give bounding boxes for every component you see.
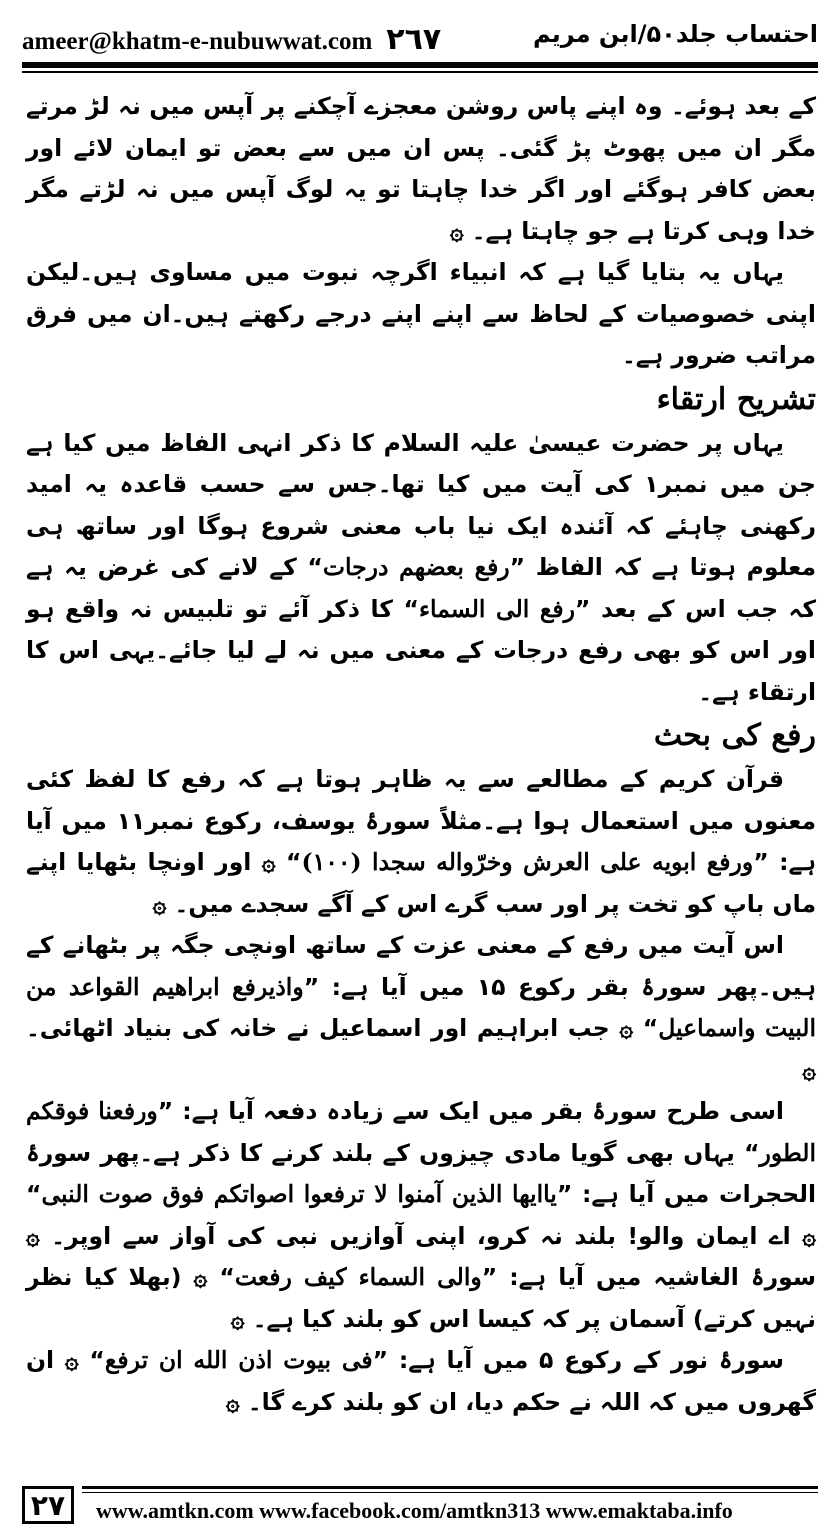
arabic-quote: فی بیوت اذن الله ان ترفع: [104, 1346, 373, 1374]
heading-irtiqa: تشریح ارتقاء: [656, 381, 816, 417]
text: سورۂ الغاشیہ میں آیا ہے:: [509, 1263, 817, 1291]
header-email: ameer@khatm-e-nubuwwat.com: [22, 28, 373, 55]
quote-mark: “: [26, 1180, 42, 1208]
text: کا ذکر آئے تو تلبیس نہ واقع ہو اور اس کو بھی رفع درجات کے معنی میں نہ لے لیا جائے۔یہی اس کا ارتقاء ہے۔: [26, 594, 816, 706]
footer-urls: www.amtkn.com www.facebook.com/amtkn313 www.emaktaba.info: [96, 1498, 733, 1523]
ornament-icon: ۞: [802, 1055, 816, 1084]
ornament-icon: ۞: [449, 216, 464, 245]
text: قرآن کریم کے مطالعے سے یہ ظاہر ہوتا ہے کہ رفع کا لفظ کئی معنوں میں استعمال ہوا ہے۔مثلاً سورۂ یوسف، رکوع نمبر۱۱ میں آیا ہے:: [26, 765, 817, 876]
header-rule-thick: [22, 62, 818, 68]
footer-rule-thin: [82, 1492, 818, 1493]
page-header: [22, 16, 818, 60]
quote-mark: ”: [481, 1263, 498, 1291]
quote-mark: ”: [509, 553, 526, 581]
page-body: [26, 86, 816, 1423]
quote-mark: “: [219, 1263, 235, 1291]
text: اور اونچا بٹھایا اپنے ماں باپ کو تخت پر اور سب گرے اس کے آگے سجدے میں۔: [26, 848, 816, 918]
running-title: احتساب جلد۵۰/ابن مریم: [532, 20, 818, 48]
quote-mark: ”: [372, 1346, 389, 1374]
text: اے ایمان والو! بلند نہ کرو، اپنی آوازیں نبی کی آواز سے اوپر۔: [51, 1221, 791, 1250]
quote-mark: ”: [574, 594, 591, 623]
page-number: ٢٦٧: [386, 22, 442, 57]
text: کے بعد ہوئے۔ وہ اپنے پاس روشن معجزے آچکنے پر آپس میں نہ لڑ مرتے مگر ان میں پھوٹ پڑ گئی۔ پس ان میں سے بعض تو ایمان لائے اور بعض کافر ہوگئے اور اگر خدا چاہتا تو یہ لوگ آپس میں نہ لڑتے مگر خدا وہی کرتا ہے جو چاہتا ہے۔: [26, 92, 816, 245]
ornament-icon: ۞: [619, 1014, 634, 1042]
heading-rafa-bahs: رفع کی بحث: [653, 718, 816, 753]
ornament-icon: ۞: [193, 1263, 208, 1291]
text: سورۂ نور کے رکوع ۵ میں آیا ہے:: [398, 1346, 784, 1374]
paragraph-2: یہاں یہ بتایا گیا ہے کہ انبیاء اگرچہ نبوت میں مساوی ہیں۔لیکن اپنی خصوصیات کے لحاظ سے اپنے اپنے درجے رکھتے ہیں۔ان میں فرق مراتب ضرور ہے۔: [26, 258, 816, 369]
quote-mark: “: [642, 1014, 659, 1042]
quote-mark: ”: [753, 848, 769, 876]
arabic-quote: یاایها الذین آمنوا لا ترفعوا اصواتکم فوق صوت النبی: [41, 1180, 557, 1208]
quote-mark: “: [286, 848, 302, 876]
ornament-icon: ۞: [225, 1387, 240, 1416]
paragraph-1: [26, 86, 816, 252]
text: یہاں پر حضرت عیسیٰ علیہ السلام کا ذکر انہی الفاظ میں کیا ہے جن میں نمبر۱ کی آیت میں کیا تھا۔جس سے حسب قاعدہ یہ امید رکھنی چاہئے کہ آئندہ ایک نیا باب معنی شروع ہوگا اور ساتھ ہی معلوم ہوتا ہے کہ الفاظ: [26, 428, 816, 581]
text: (بھلا کیا نظر نہیں کرتے) آسمان پر کہ کیسا اس کو بلند کیا ہے۔: [26, 1263, 816, 1333]
arabic-quote: ورفع ابویه علی العرش وخرّواله سجدا (۱۰۰): [301, 848, 754, 876]
ornament-icon: ۞: [230, 1304, 245, 1333]
quote-mark: ”: [157, 1097, 174, 1125]
quote-mark: “: [307, 553, 323, 581]
paragraph-6: [26, 1091, 816, 1340]
text: یہاں بھی گویا مادی چیزوں کے بلند کرنے کا ذکر ہے۔پھر سورۂ الحجرات میں آیا ہے:: [26, 1138, 817, 1208]
paragraph-3: [26, 423, 816, 714]
ornament-icon: ۞: [802, 1221, 817, 1250]
text: جب ابراہیم اور اسماعیل نے خانہ کی بنیاد اٹھائی۔: [26, 1014, 610, 1042]
quote-mark: “: [89, 1346, 105, 1374]
footer-page-box: ٢٧: [22, 1486, 74, 1524]
quote-mark: ”: [556, 1180, 573, 1208]
quote-mark: “: [744, 1138, 760, 1167]
text: اس آیت میں رفع کے معنی عزت کے ساتھ اونچی جگہ پر بٹھانے کے ہیں۔پھر سورۂ بقر رکوع ۱۵ میں آیا ہے:: [26, 931, 816, 1001]
ornament-icon: ۞: [261, 848, 276, 876]
text: کے لانے کی غرض یہ ہے کہ جب اس کے بعد: [26, 553, 816, 623]
paragraph-7: [26, 1340, 816, 1423]
header-left: [22, 22, 441, 57]
quote-mark: ”: [303, 972, 320, 1001]
quote-mark: “: [403, 594, 419, 623]
arabic-quote: ورفعنا فوقکم الطور: [26, 1097, 816, 1167]
paragraph-4: [26, 759, 816, 925]
paragraph-5: [26, 925, 816, 1091]
footer-rule-thick: [82, 1486, 818, 1489]
ornament-icon: ۞: [64, 1346, 79, 1374]
page-footer: [22, 1486, 818, 1526]
text: اسی طرح سورۂ بقر میں ایک سے زیادہ دفعہ آیا ہے:: [182, 1097, 784, 1125]
arabic-quote: رفع بعضهم درجات: [322, 553, 510, 581]
arabic-quote: رفع الی السماء: [418, 594, 575, 623]
header-rule-thin: [22, 71, 818, 73]
text: ان گھروں میں کہ اللہ نے حکم دیا، ان کو بلند کرے گا۔: [26, 1346, 816, 1416]
arabic-quote: والی السماء کیف رفعت: [234, 1263, 482, 1291]
arabic-quote: واذیرفع ابراهیم القواعد من البیت واسماعیل: [26, 972, 816, 1042]
ornament-icon: ۞: [152, 889, 167, 918]
ornament-icon: ۞: [26, 1221, 40, 1250]
